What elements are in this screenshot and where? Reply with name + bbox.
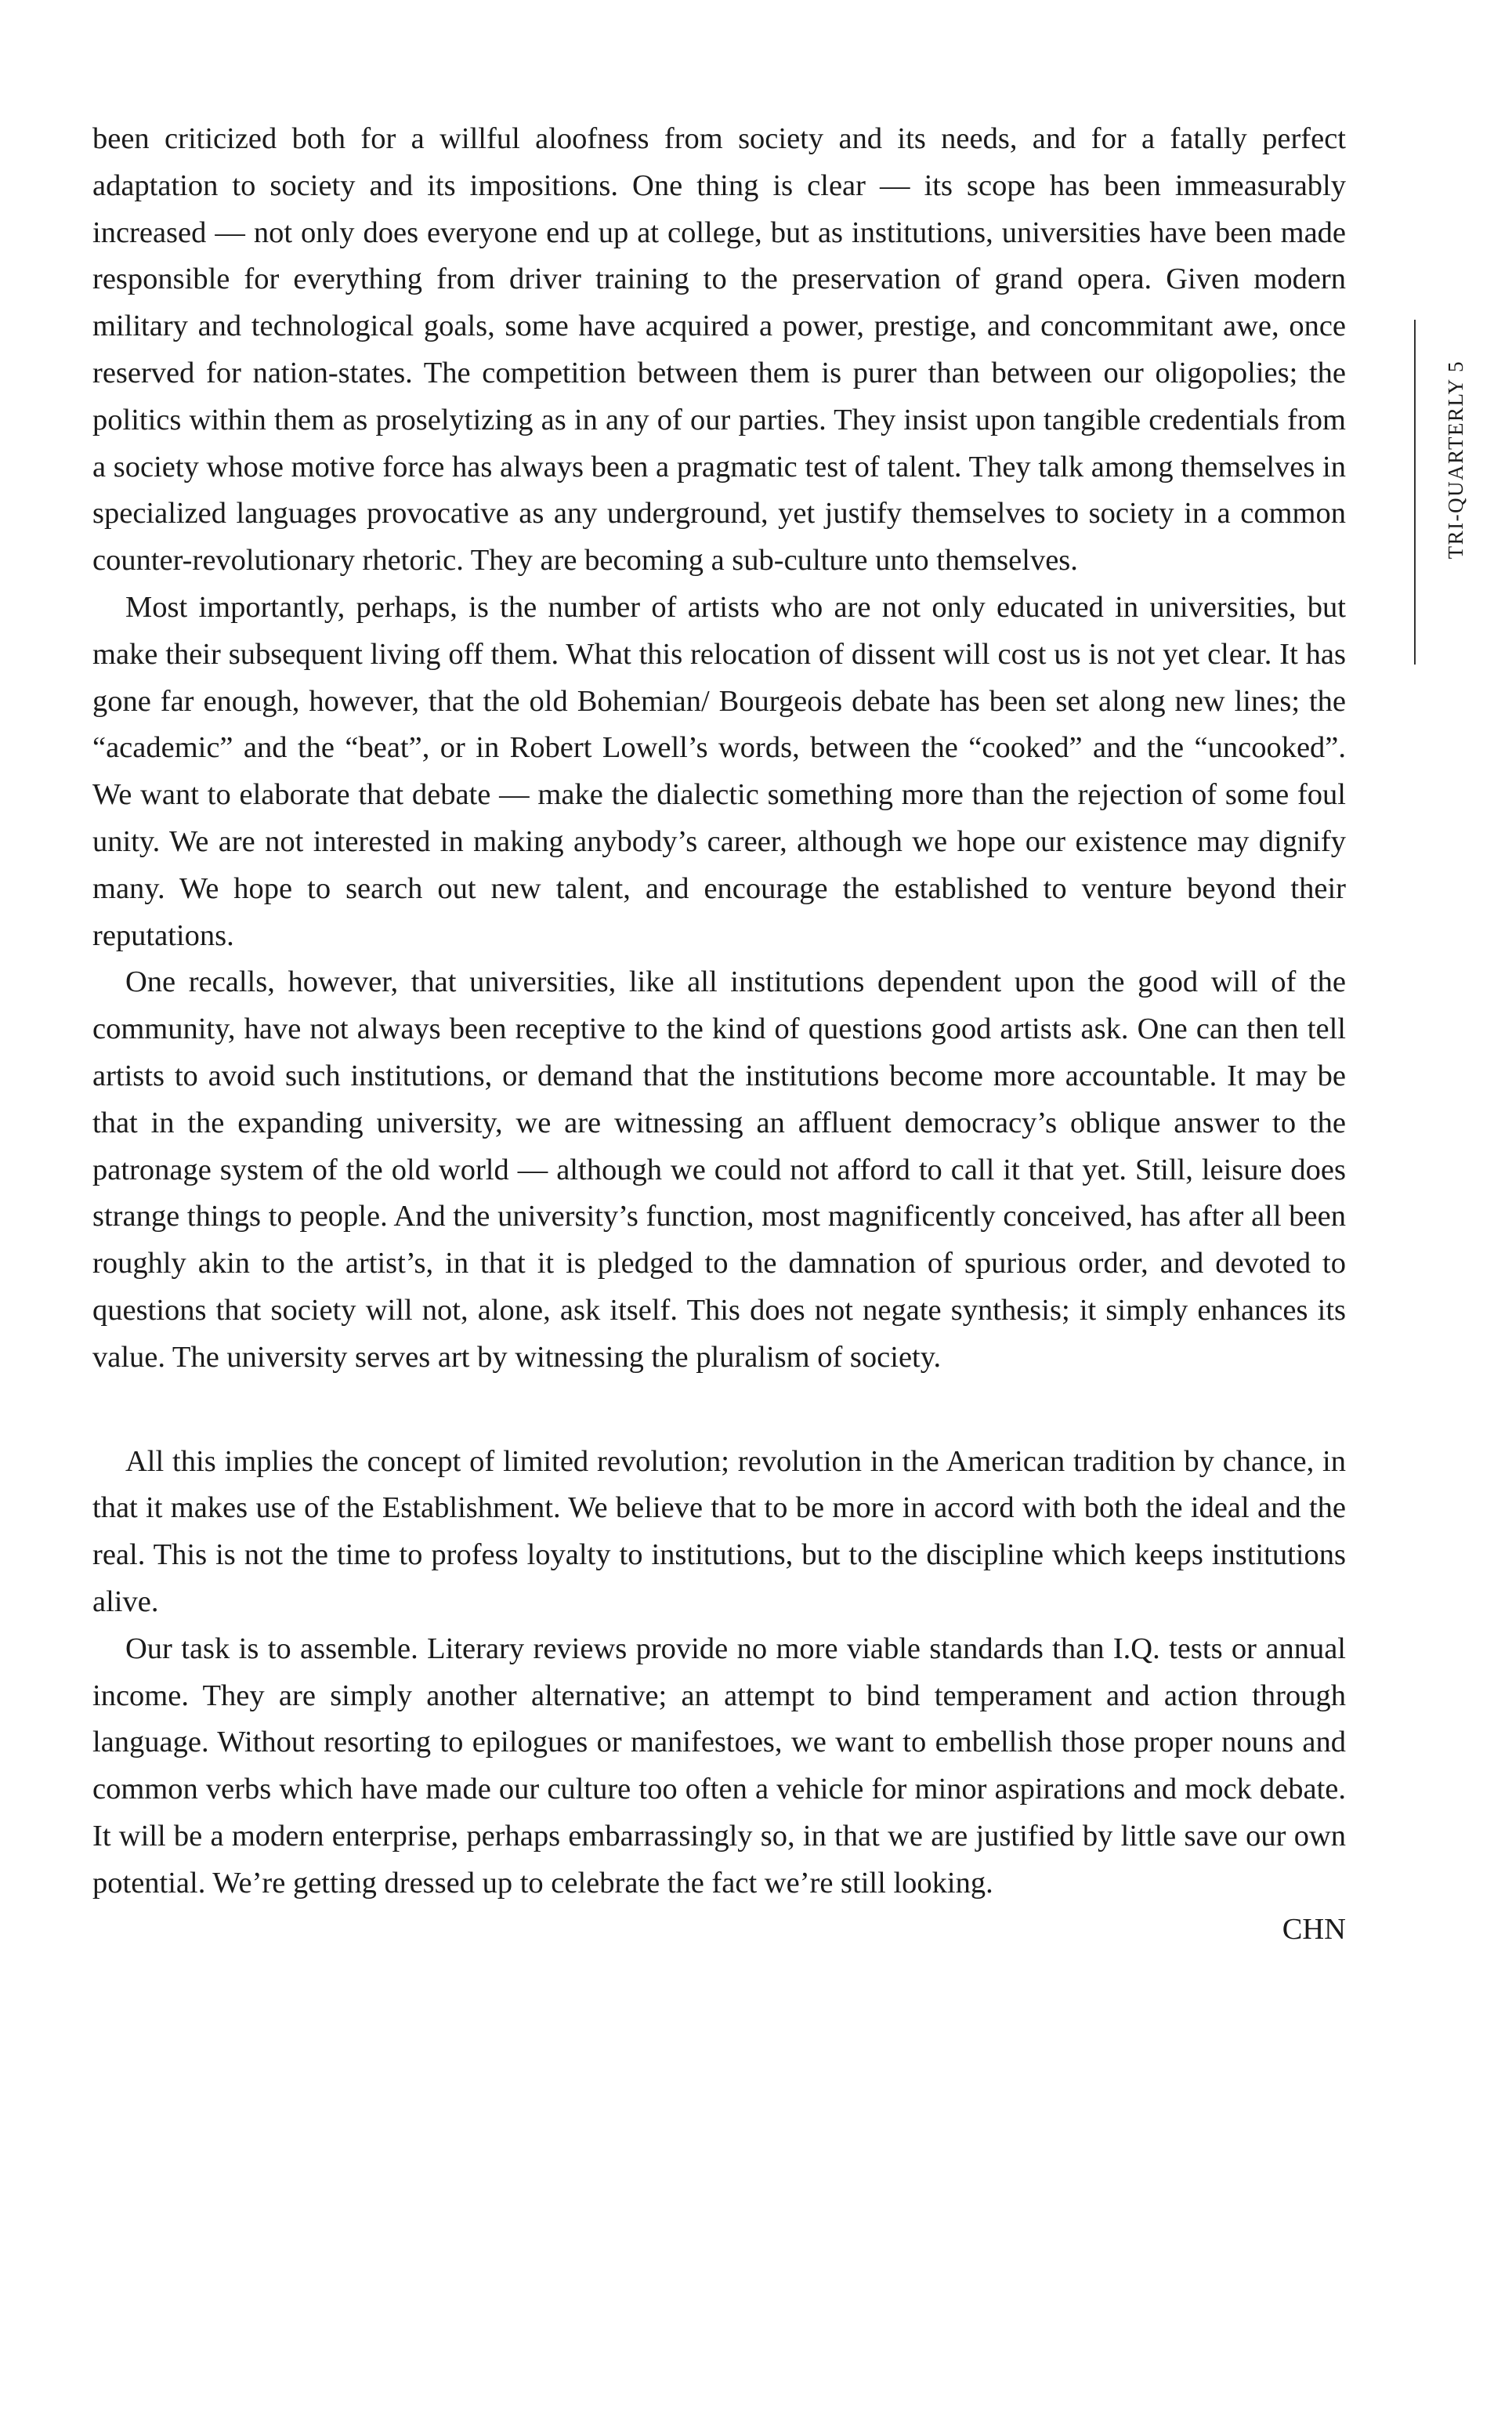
paragraph-our-task: Our task is to assemble. Literary reviews provide no more viable standards than I.Q. tests or annual income. They are simply another alternative; an attempt to bind temperament and action through language. Without resorting to epilogues or manifestoes, we want to embellish those proper nouns and common verbs which have made our culture too often a vehicle for minor aspirations and mock debate. It will be a modern enterprise, perhaps embarrassingly so, in that we are justified by little save our own potential. We’re getting dressed up to celebrate the fact we’re still looking. xyxy=(92,1632,1346,1900)
running-head-label: TRI-QUARTERLY 5 xyxy=(1444,360,1467,560)
body-text xyxy=(92,116,1346,1954)
author-initials: CHN xyxy=(1282,1913,1346,1947)
paragraph-continuation: been criticized both for a willful aloofness from society and its needs, and for a fatally perfect adaptation to society and its impositions. One thing is clear — its scope has been immeasurably increased — not only does everyone end up at college, but as institutions, universities have been made responsible for everything from driver training to the preservation of grand opera. Given modern military and technological goals, some have acquired a power, prestige, and concommitant awe, once reserved for nation-states. The competition between them is purer than between our oligopolies; the politics within them as proselytizing as in any of our parties. They insist upon tangible credentials from a society whose motive force has always been a pragmatic test of talent. They talk among themselves in specialized languages provocative as any underground, yet justify themselves to society in a common counter-revolutionary rhetoric. They are becoming a sub-culture unto themselves. xyxy=(92,122,1346,578)
section-break xyxy=(92,1382,1346,1439)
paragraph-artists-in-universities: Most importantly, perhaps, is the number of artists who are not only educated in universities, but make their subsequent living off them. What this relocation of dissent will cost us is not yet clear. It has gone far enough, however, that the old Bohemian/ Bourgeois debate has been set along new lines; the “academic” and the “beat”, or in Robert Lowell’s words, between the “cooked” and the “uncooked”. We want to elaborate that debate — make the dialectic something more than the rejection of some foul unity. We are not interested in making anybody’s career, although we hope our existence may dignify many. We hope to search out new talent, and encourage the established to venture beyond their reputations. xyxy=(92,590,1346,952)
paragraph-university-function: One recalls, however, that universities, like all institutions dependent upon the good will of the community, have not always been receptive to the kind of questions good artists ask. One can then tell artists to avoid such institutions, or demand that the institutions become more accountable. It may be that in the expanding university, we are witnessing an affluent democracy’s oblique answer to the patronage system of the old world — although we could not afford to call it that yet. Still, leisure does strange things to people. And the university’s function, most magnificently conceived, has after all been roughly akin to the artist’s, in that it is pledged to the damnation of spurious order, and devoted to questions that society will not, alone, ask itself. This does not negate synthesis; it simply enhances its value. The university serves art by witnessing the pluralism of society. xyxy=(92,965,1346,1374)
paragraph-limited-revolution: All this implies the concept of limited revolution; revolution in the American tradition by chance, in that it makes use of the Establishment. We believe that to be more in accord with both the ideal and the real. This is not the time to profess loyalty to institutions, but to the discipline which keeps institutions alive. xyxy=(92,1444,1346,1618)
running-head-rule xyxy=(1414,320,1416,665)
